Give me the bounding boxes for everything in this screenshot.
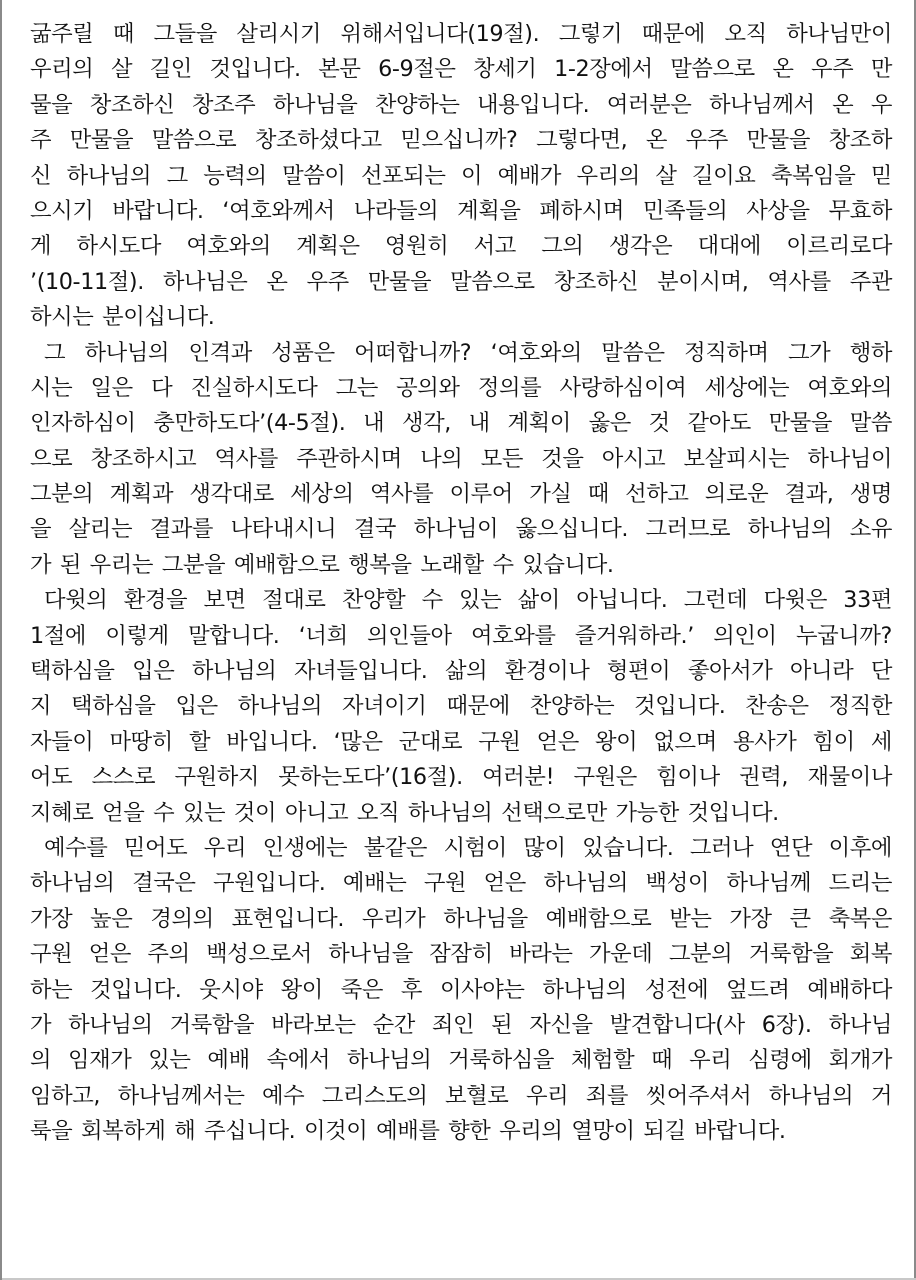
text-line: 임하고, 하나님께서는 예수 그리스도의 보혈로 우리 죄를 씻어주셔서 하나님의 거 (30, 1082, 892, 1109)
text-line: ’(10-11절). 하나님은 온 우주 만물을 말씀으로 창조하신 분이시며, 역사를 주관 (30, 268, 892, 295)
text-line: 구원 얻은 주의 백성으로서 하나님을 잠잠히 바라는 가운데 그분의 거룩함을 회복 (30, 941, 892, 968)
text-line: 으시기 바랍니다. ‘여호와께서 나라들의 계획을 폐하시며 민족들의 사상을 무효하 (30, 197, 892, 224)
paragraph (30, 336, 892, 584)
text-line: 굶주릴 때 그들을 살리시기 위해서입니다(19절). 그렇기 때문에 오직 하나님만이 (30, 21, 892, 47)
text-line: 다윗의 환경을 보면 절대로 찬양할 수 있는 삶이 아닙니다. 그런데 다윗은 33편 (44, 587, 892, 614)
text-line: 시는 일은 다 진실하시도다 그는 공의와 정의를 사랑하심이여 세상에는 여호와의 (30, 374, 892, 401)
text-line: 하는 것입니다. 웃시야 왕이 죽은 후 이사야는 하나님의 성전에 엎드려 예배하다 (30, 976, 892, 1003)
text-line: 가 된 우리는 그분을 예배함으로 행복을 노래할 수 있습니다. (30, 551, 614, 578)
text-line: 지혜로 얻을 수 있는 것이 아니고 오직 하나님의 선택으로만 가능한 것입니다. (30, 799, 779, 826)
text-line: 을 살리는 결과를 나타내시니 결국 하나님이 옳으십니다. 그러므로 하나님의 소유 (30, 516, 892, 543)
text-line: 예수를 믿어도 우리 인생에는 불같은 시험이 많이 있습니다. 그러나 연단 이후에 (44, 834, 892, 861)
text-line: 가 하나님의 거룩함을 바라보는 순간 죄인 된 자신을 발견합니다(사 6장). 하나님 (30, 1011, 892, 1038)
text-line: 그 하나님의 인격과 성품은 어떠합니까? ‘여호와의 말씀은 정직하며 그가 행하 (44, 339, 892, 366)
paragraph (30, 17, 892, 336)
text-line: 하시는 분이십니다. (30, 304, 215, 331)
text-line: 게 하시도다 여호와의 계획은 영원히 서고 그의 생각은 대대에 이르리로다 (30, 233, 892, 260)
sermon-text-body (30, 0, 892, 1150)
paragraph (30, 583, 892, 831)
text-line: 으로 창조하시고 역사를 주관하시며 나의 모든 것을 아시고 보살피시는 하나님이 (30, 445, 892, 472)
text-line: 그분의 계획과 생각대로 세상의 역사를 이루어 가실 때 선하고 의로운 결과, 생명 (30, 481, 892, 508)
text-line: 가장 높은 경의의 표현입니다. 우리가 하나님을 예배함으로 받는 가장 큰 축복은 (30, 905, 892, 932)
text-line: 인자하심이 충만하도다’(4-5절). 내 생각, 내 계획이 옳은 것 같아도 만물을 말씀 (30, 410, 892, 437)
text-line: 우리의 살 길인 것입니다. 본문 6-9절은 창세기 1-2장에서 말씀으로 온 우주 만 (30, 56, 892, 83)
text-line: 자들이 마땅히 할 바입니다. ‘많은 군대로 구원 얻은 왕이 없으며 용사가 힘이 세 (30, 728, 892, 755)
text-line: 하나님의 결국은 구원입니다. 예배는 구원 얻은 하나님의 백성이 하나님께 드리는 (30, 870, 892, 897)
text-line: 룩을 회복하게 해 주십니다. 이것이 예배를 향한 우리의 열망이 되길 바랍니다. (30, 1118, 786, 1145)
text-line: 물을 창조하신 창조주 하나님을 찬양하는 내용입니다. 여러분은 하나님께서 온 우 (30, 91, 892, 118)
text-line: 어도 스스로 구원하지 못하는도다’(16절). 여러분! 구원은 힘이나 권력, 재물이나 (30, 764, 892, 791)
text-line: 신 하나님의 그 능력의 말씀이 선포되는 이 예배가 우리의 살 길이요 축복임을 믿 (30, 162, 892, 189)
text-line: 1절에 이렇게 말합니다. ‘너희 의인들아 여호와를 즐거워하라.’ 의인이 누굽니까? (30, 622, 892, 649)
paragraph (30, 831, 892, 1150)
text-line: 지 택하심을 입은 하나님의 자녀이기 때문에 찬양하는 것입니다. 찬송은 정직한 (30, 693, 892, 720)
text-line: 주 만물을 말씀으로 창조하셨다고 믿으십니까? 그렇다면, 온 우주 만물을 창조하 (30, 127, 892, 154)
text-line: 의 임재가 있는 예배 속에서 하나님의 거룩하심을 체험할 때 우리 심령에 회개가 (30, 1047, 892, 1074)
text-line: 택하심을 입은 하나님의 자녀들입니다. 삶의 환경이나 형편이 좋아서가 아니라 단 (30, 658, 892, 685)
